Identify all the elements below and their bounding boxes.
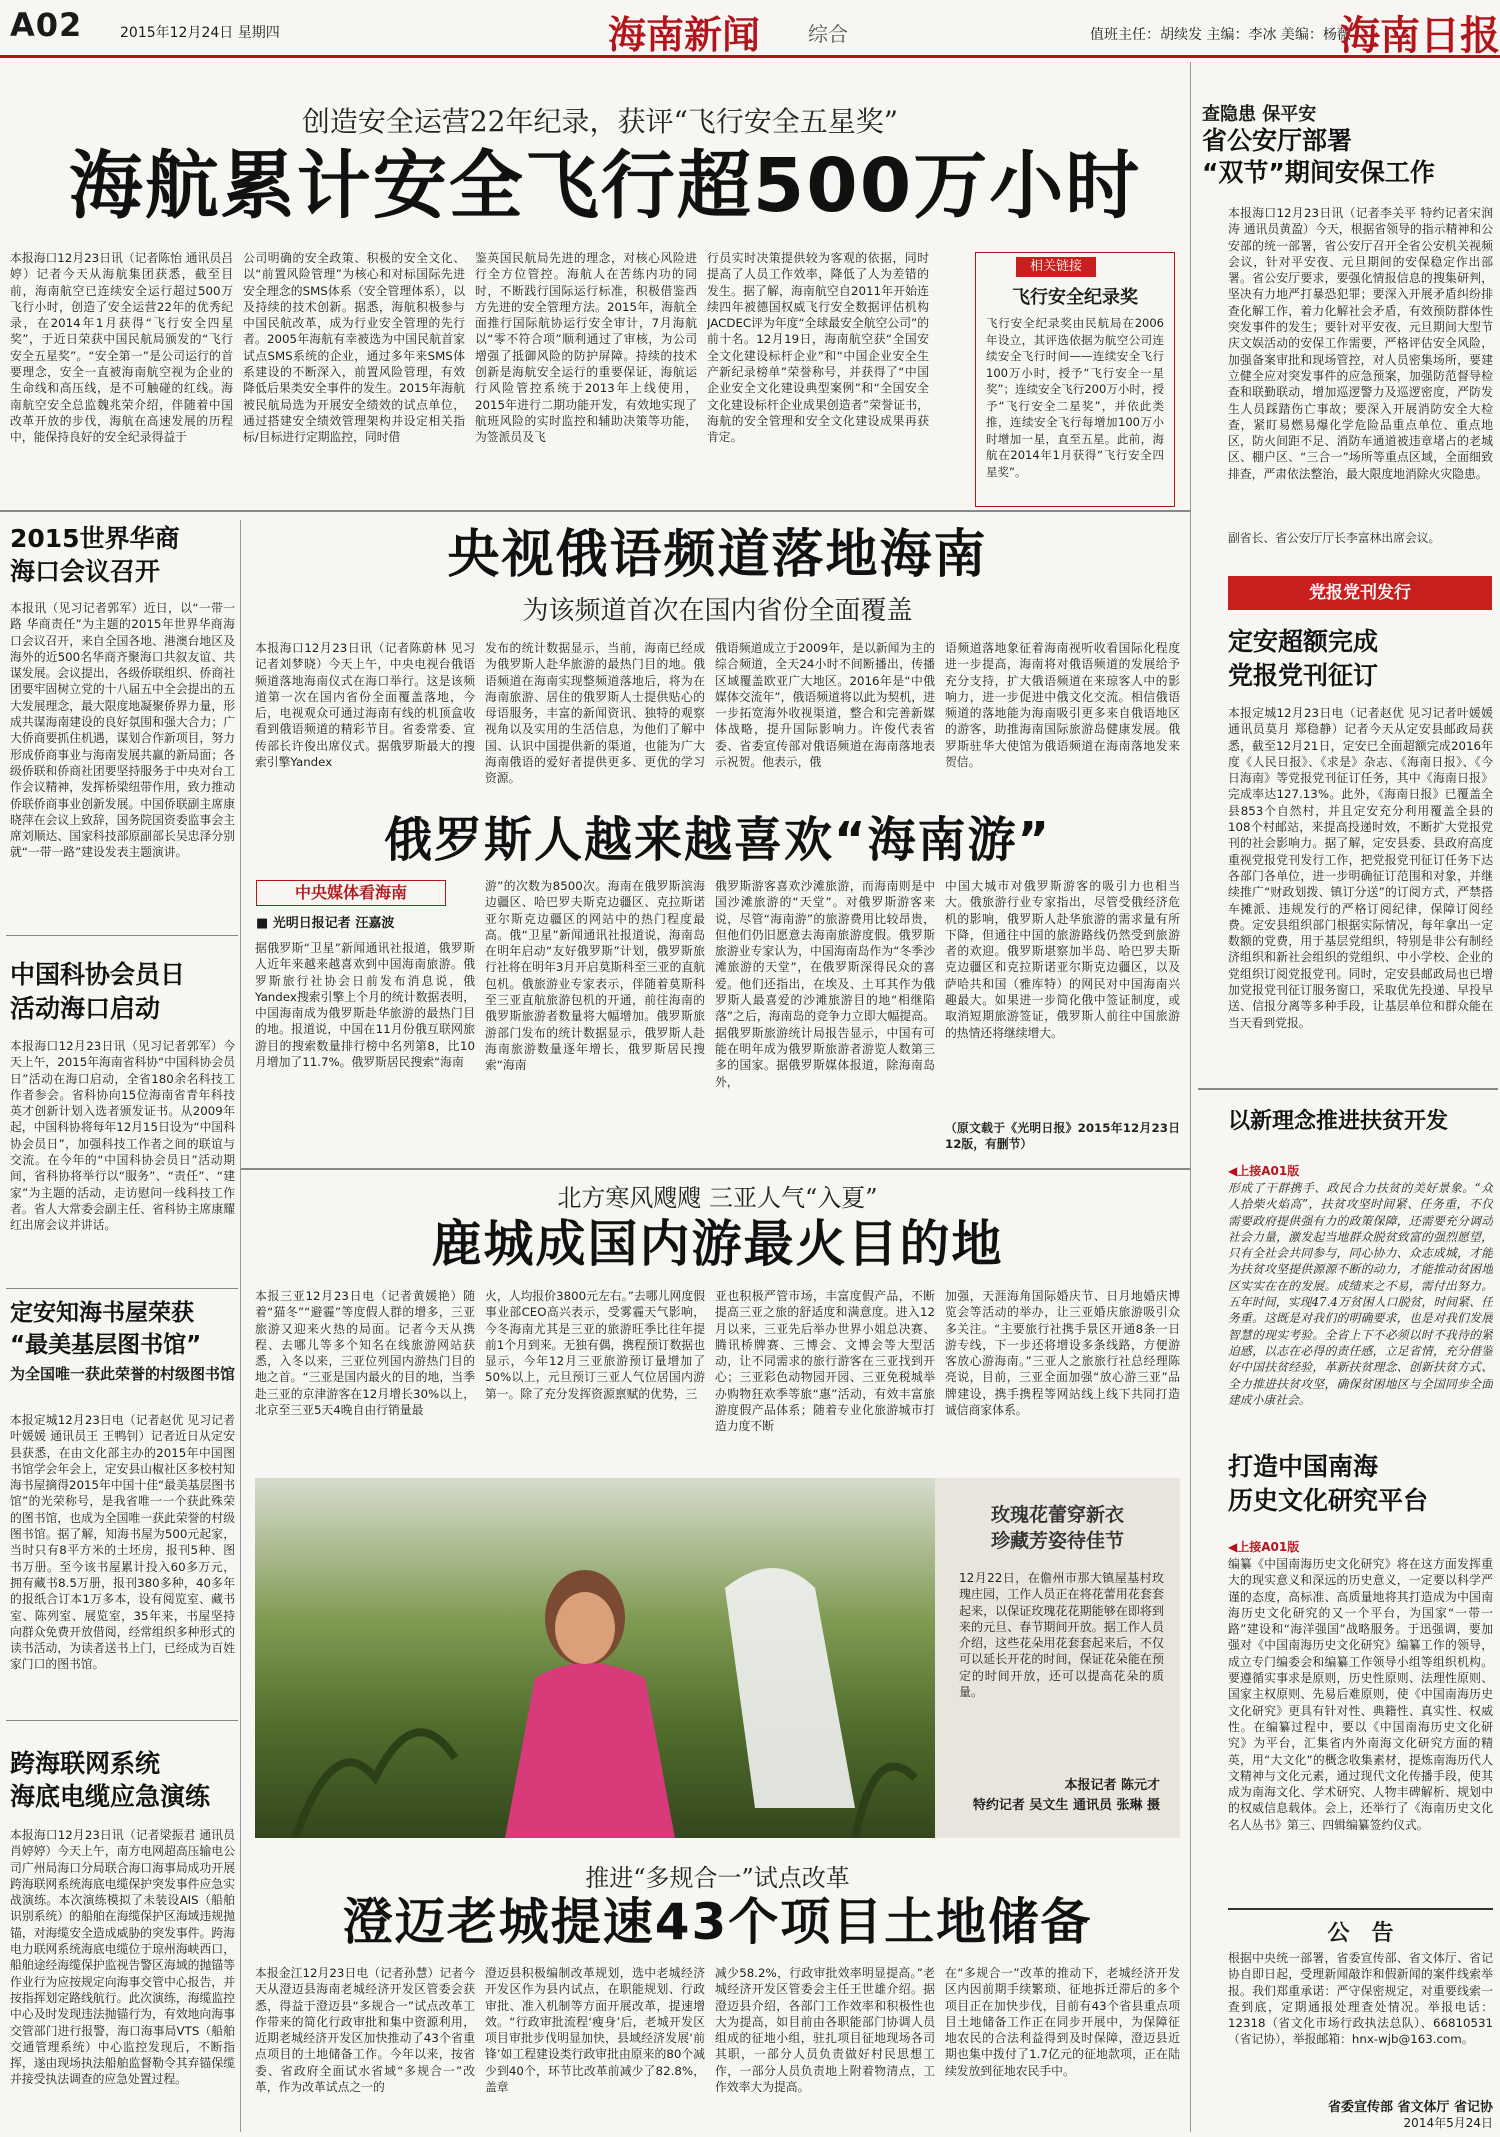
story1-col-3: 鉴英国民航局先进的理念，对核心风险进行全方位管控。海航人在苦练内功的同时，不断践行国际运行标准，积极借鉴西方先进的安全管理方法。2015年，海航全面推行国际航协运行安全审计，7月海航以“零不符合项”顺利通过了审核，为公司增强了抵御风险的防护屏障。持续的技术创新是海航安全运行的重要保证，海航运行风险管控系统于2013年上线使用，2015年进行二期功能开发，有效地实现了航班风险的实时监控和辅助决策等功能，为签派员及飞: [475, 251, 697, 445]
divider-left-3: [6, 1720, 238, 1721]
page-header: [0, 0, 1500, 58]
nanhai-text: 编纂《中国南海历史文化研究》将在这方面发挥重大的现实意义和深远的历史意义，一定要以科学严谨的态度，高标准、高质量地将其打造成为中国南海历史文化研究的又一个平台，为国家“一带一路”建设和“海洋强国”战略服务。于迅强调，要加强对《中国南海历史文化研究》编纂工作的领导，成立专门编委会和编纂工作领导小组等组织机构。要遵循实事求是原则，历史性原则、法理性原则、国家主权原则、先易后难原则，使《中国南海历史文化研究》更具有针对性、典籍性、真实性、权威性。在编纂过程中，要以《中国南海历史文化研究》为平台，汇集省内外南海文化研究方面的精英，用“大文化”的概念收集素材，提炼南海历代人文精神与文化元素，通过现代文化传播手段，使其成为南海文化、学术研究、人物丰碑解析、规划中的权威信息载体。会上，还举行了《海南历史文化名人丛书》第三、四辑编纂签约仪式。: [1228, 1557, 1493, 1832]
story3-source: （原文载于《光明日报》2015年12月23日12版，有删节）: [945, 1121, 1180, 1152]
story4-col-1: 本报三亚12月23日电（记者黄媛艳）随着“猫冬”“避霾”等度假人群的增多，三亚旅游又迎来火热的局面。记者今天从携程、去哪儿等多个知名在线旅游网站获悉，入冬以来，三亚位列国内游热门目的地之首。“三亚是国内最火的目的地，当季赴三亚的京津游客在12月增长30%以上，北京至三亚5天4晚自由行销量最: [255, 1289, 475, 1418]
story3-byline: ■ 光明日报记者 汪嘉波: [256, 916, 395, 931]
story5-headline: 澄迈老城提速43个项目土地储备: [342, 1893, 1093, 1951]
cable-text: 本报海口12月23日讯（记者梁振君 通讯员肖婷婷）今天上午，南方电网超高压输电公司广州局海口分局联合海口海事局成功开展跨海联网系统海底电缆保护突发事件应急实战演练。本次演练模拟了未装设AIS（船舶识别系统）的船舶在海缆保护区海域违规抛锚，对海缆安全造成威胁的突发事件。跨海电力联网系统海底电缆位于琼州海峡西口，船舶途经海缆保护监视告警区海域的抛锚等作业行为应按规定向海事交管中心报告，并按指挥划定路线航行。此次演练，海缆监控中心及时发现违法抛锚行为，有效地向海事交管部门进行报警，海口海事局VTS（船舶交通管理系统）中心监控发现后，不断指挥，遂由现场执法船舶监督勒令其弃锚保缆并接受执法调查的应急处置过程。: [10, 1828, 235, 2087]
security-kicker: 查隐患 保平安: [1202, 104, 1317, 125]
editor-credits: 值班主任：胡续发 主编：李冰 美编：杨薇: [1090, 27, 1351, 43]
story1-col-1: 本报海口12月23日讯（记者陈怡 通讯员吕婷）记者今天从海航集团获悉，截至目前，海南航空已连续安全运行超过500万飞行小时，创造了安全运营22年的优秀纪录，在2014年1月获得“飞行安全四星奖”，于近日荣获中国民航局颁发的“飞行安全五星奖”。“安全第一”是公司运行的首要理念，安全一直被海南航空视为企业的生命线和高压线，是不可触碰的红线。海南航空安全总监魏兆荣介绍，伴随着中国改革开放的步伐，海航在高速发展的历程中，能保持良好的安全纪录得益于: [10, 251, 233, 445]
security-text-tail: 副省长、省公安厅厅长李富林出席会议。: [1228, 531, 1441, 545]
column-divider-right: [1190, 62, 1191, 2132]
nanhai-title-line1: 打造中国南海: [1228, 1452, 1379, 1481]
divider-right-1: [1198, 1088, 1498, 1090]
notice-box: [1228, 1908, 1493, 2133]
rose-photo-illustration: [255, 1478, 935, 1838]
dingan-press-title-line1: 定安超额完成: [1228, 627, 1379, 656]
story5-col-2: 澄迈县积极编制改革规划，选中老城经济开发区作为县内试点，在职能规划、行政审批、准入机制等方面开展改革，提速增效。“行政审批流程‘瘦身’后，老城开发区项目审批步伐明显加快，县域经济发展‘前锋’如工程建设类行政审批由原来的80个减少到40个，环节比改革前减少了82.8%，盖章: [485, 1966, 705, 2095]
related-link-text: 飞行安全纪录奖由民航局在2006年设立，其评选依据为航空公司连续安全飞行时间——连续安全飞行100万小时，授予“飞行安全一星奖”；连续安全飞行200万小时，授予“飞行安全二星奖”，并依此类推，连续安全飞行每增加100万小时增加一星，直至五星。此前，海航在2014年1月获得“飞行安全四星奖”。: [986, 316, 1164, 479]
security-text: 本报海口12月23日讯（记者李关平 特约记者宋润涛 通讯员黄盈）今天，根据省领导的指示精神和公安部的统一部署，省公安厅召开全省公安机关视频会议，针对平安夜、元旦期间的安保稳定作出部署。省公安厅要求，要强化情报信息的搜集研判，坚决有力地严打暴恐犯罪；要深入开展矛盾纠纷排查化解工作，着力化解社会矛盾，有效预防群体性突发事件的发生；要针对平安夜、元旦期间大型节庆文娱活动的安保工作需要，严格评估安全风险，加强备案审批和现场管控，对人员密集场所，要建立健全应对突发事件的应急预案，加强防范督导检查和联勤联动，增加巡逻警力及巡逻密度，严防发生人员踩踏伤亡事故；要深入开展消防安全大检查，紧盯易燃易爆化学危险品重点单位、重点地区，防火间距不足、消防车通道被违章堵占的老城区、棚户区、“三合一”场所等重点区域，全面细致排查，严肃依法整治，最大限度地消除火灾隐患。: [1228, 206, 1493, 481]
security-title-line2: “双节”期间安保工作: [1202, 158, 1435, 187]
security-title-line1: 省公安厅部署: [1202, 126, 1353, 155]
story2-col-1: 本报海口12月23日讯（记者陈蔚林 见习记者刘梦晓）今天上午，中央电视台俄语频道落地海南仪式在海口举行。这是该频道第一次在国内省份全面覆盖落地，今后，电视观众可通过海南有线的机顶盒收看到俄语频道的精彩节目。省委常委、宣传部长许俊出席仪式。据俄罗斯最大的搜索引擎Yandex: [255, 641, 475, 770]
story3-col-4: 中国大城市对俄罗斯游客的吸引力也相当大。俄旅游行业专家指出，尽管受俄经济危机的影响，俄罗斯人赴华旅游的需求量有所下降，但通往中国的旅游路线仍然受到旅游者的欢迎。俄罗斯堪察加半岛、哈巴罗夫斯克边疆区和克拉斯诺亚尔斯克边疆区，以及萨哈共和国（雅库特）的网民对中国海南兴趣最大。如果进一步简化俄中签证制度，或取消短期旅游签证，俄罗斯人前往中国旅游的热情还将继续增大。: [945, 879, 1180, 1040]
nanhai-jump-tag: ◀上接A01版: [1228, 1540, 1300, 1554]
kexie-text: 本报海口12月23日讯（见习记者郭军）今天上午，2015年海南省科协“中国科协会员日”活动在海口启动，全省180余名科技工作者参会。省科协向15位海南省青年科技英才创新计划入选者颁发证书。从2009年起，中国科协将每年12月15日设为“中国科协会员日”，加强科技工作者之间的联谊与交流。在今年的“中国科协会员日”活动期间，省科协将举行以“服务”、“责任”、“建家”为主题的活动，走访慰问一线科技工作者。省人大常委会副主任、省科协主席康耀红出席会议并讲话。: [10, 1039, 235, 1233]
story3-col-1: 据俄罗斯“卫星”新闻通讯社报道，俄罗斯人近年来越来越喜欢到中国海南旅游。俄罗斯旅行社协会日前发布消息说，俄Yandex搜索引擎上个月的统计数据表明，中国海南成为俄罗斯赴华旅游的最热门目的地。报道说，中国在11月份俄互联网旅游目的搜索数量排行榜中名列第8，比10月增加了11.7%。俄罗斯居民搜索“海南: [255, 941, 475, 1070]
story3-col-2: 游”的次数为8500次。海南在俄罗斯滨海边疆区、哈巴罗夫斯克边疆区、克拉斯诺亚尔斯克边疆区的网站中的热门程度最高。俄“卫星”新闻通讯社报道说，海南岛在明年启动“友好俄罗斯”计划，俄罗斯旅行社将在明年3月开启莫斯科至三亚的直航包机。俄旅游业专家表示，伴随着莫斯科至三亚直航旅游包机的开通，前往海南的俄罗斯旅游者数量将大幅增加。俄罗斯旅游部门发布的统计数据显示，俄罗斯人赴海南旅游数量逐年增长，俄罗斯居民搜索“海南: [485, 879, 705, 1073]
story1-col-4: 行员实时决策提供较为客观的依据，同时提高了人员工作效率，降低了人为差错的发生。据了解，海南航空自2011年开始连续四年被德国权威飞行安全数据评估机构JACDEC评为年度“全球最安全航空公司”的前十名。12月19日，海南航空获“全国安全文化建设标杆企业”和“中国企业安全生产新纪录榜单”荣誉称号，并获得了“中国企业安全文化建设典型案例”和“全国安全文化建设标杆企业成果创造者”荣誉证书，海航的安全管理和安全文化建设成果再获肯定。: [707, 251, 929, 445]
library-subtitle: 为全国唯一获此荣誉的村级图书馆: [10, 1365, 235, 1383]
story5-col-3: 减少58.2%，行政审批效率明显提高。”老城经济开发区管委会主任王世雄介绍。据澄迈县介绍，各部门工作效率和积极性也大为提高，如目前由各职能部门协调人员组成的征地小组，驻扎项目征地现场各司其职，一部分人员负责做好村民思想工作，一部分人员负责地上附着物清点，工作效率大为提高。: [715, 1966, 935, 2095]
section-title: 海南新闻: [608, 13, 761, 57]
notice-date: 2014年5月24日: [1403, 2116, 1493, 2130]
kexie-title-line2: 活动海口启动: [10, 994, 161, 1023]
story2-col-4: 语频道落地象征着海南视听收看国际化程度进一步提高，海南将对俄语频道的发展给予充分支持，扩大俄语频道在来琼客人中的影响力，进一步促进中俄文化交流。相信俄语频道的落地能为海南吸引更多来自俄语地区的游客，助推海南国际旅游岛健康发展。俄罗斯驻华大使馆为俄语频道在海南落地发来贺信。: [945, 641, 1180, 770]
story3-column-tag: 中央媒体看海南: [256, 880, 446, 906]
photo-caption-box: [935, 1478, 1180, 1838]
newspaper-logo: 海南日报: [1340, 12, 1500, 58]
library-title-line1: 定安知海书屋荣获: [10, 1300, 194, 1326]
related-link-tag: 相关链接: [1016, 257, 1096, 277]
huashang-text: 本报讯（见习记者郭军）近日，以“一带一路 华商责任”为主题的2015年世界华商海口会议召开，来自全国各地、港澳台地区及海外的近500名华商齐聚海口共叙友谊、共谋发展。会议提出，各级侨联组织、侨商社团要牢固树立党的十八届五中全会提出的五大发展理念，最大限度地凝聚侨界力量，形成共谋海南建设的良好氛围和强大合力；广大侨商要抓住机遇，谋划合作新项目，努力形成侨商事业与海南发展共赢的新局面；各级侨联和侨商社团要坚持服务于中央对台工作会议精神，发挥桥梁纽带作用，致力推动侨联侨商事业创新发展。中国侨联副主席康晓萍在会议上致辞，国务院国资委监事会主席刘顺达、国家科技部原副部长吴忠泽分别就“一带一路”建设发表主题演讲。: [10, 601, 235, 860]
story2-headline: 央视俄语频道落地海南: [447, 525, 988, 585]
divider-story1: [0, 510, 1190, 512]
issue-date: 2015年12月24日 星期四: [120, 25, 280, 41]
notice-title: 公 告: [1327, 1921, 1394, 1946]
story3-col-3: 俄罗斯游客喜欢沙滩旅游，而海南则是中国沙滩旅游的“天堂”。对俄罗斯游客来说，尽管“海南游”的旅游费用比较昂贵，但他们仍旧愿意去海南旅游度假。俄罗斯旅游业专家认为，中国海南岛作为“冬季沙滩旅游的天堂”，在俄罗斯深得民众的喜爱。他们还指出，在埃及、土耳其作为俄罗斯人最喜爱的沙滩旅游目的地“相继陷落”之后，海南岛的竞争力立即大幅提高。据俄罗斯旅游统计局报告显示，中国有可能在明年成为俄罗斯旅游者游览人数第三多的国家。据俄罗斯媒体报道，除海南岛外，: [715, 879, 935, 1089]
related-link-title: 飞行安全纪录奖: [1012, 287, 1138, 308]
story4-headline: 鹿城成国内游最火目的地: [431, 1215, 1004, 1273]
story2-subtitle: 为该频道首次在国内省份全面覆盖: [522, 596, 913, 626]
story4-subtitle: 北方寒风飕飕 三亚人气“入夏”: [557, 1184, 878, 1212]
library-text: 本报定城12月23日电（记者赵优 见习记者叶媛媛 通讯员王 王鸭钊）记者近日从定安县获悉，在由文化部主办的2015年中国图书馆学会年会上，定安县山椒社区多校村知海书屋摘得2015年中国十佳“最美基层图书馆”的光荣称号，是我省唯一一个获此殊荣的图书馆，也成为全国唯一获此荣誉的村级图书馆。据了解，知海书屋为500元起家，当时只有8平方米的土坯房，报刊5种、图书万册。至今该书屋累计投入60多万元，拥有藏书8.5万册，报刊380多种，40多年的报纸合订本1万多本，设有阅览室、藏书室、陈列室、展览室，35年来，书屋坚持向群众免费开放借阅，经常组织多种形式的读书活动，为读者送书上门，已经成为百姓家门口的图书馆。: [10, 1413, 235, 1672]
library-title-line2: “最美基层图书馆”: [10, 1332, 202, 1358]
caption-title-line2: 珍藏芳姿待佳节: [990, 1530, 1124, 1552]
cable-title-line2: 海底电缆应急演练: [10, 1782, 211, 1811]
divider-story3: [241, 1168, 1190, 1170]
rose-photo: [255, 1478, 935, 1838]
caption-title-line1: 玫瑰花蕾穿新衣: [990, 1504, 1124, 1526]
story1-subtitle: 创造安全运营22年纪录，获评“飞行安全五星奖”: [301, 105, 899, 138]
poverty-title: 以新理念推进扶贫开发: [1228, 1109, 1449, 1134]
story1-col-2: 公司明确的安全政策、积极的安全文化、以“前置风险管理”为核心和对标国际先进安全理念的SMS体系（安全管理体系），以及持续的技术创新。据悉，海航积极参与中国民航改革，成为行业安全管理的先行者。2005年海航有幸被选为中国民航首家试点SMS系统的企业，通过多年来SMS体系建设的不断深入，前置风险管理，有效降低后果类安全事件的发生。2015年海航被民航局选为开展安全绩效的试点单位，通过搭建安全绩效管理架构并设定相关指标/目标进行定期监控，同时借: [243, 251, 465, 445]
page-number: A02: [10, 6, 83, 44]
story5-subtitle: 推进“多规合一”试点改革: [585, 1864, 850, 1892]
story2-col-2: 发布的统计数据显示，当前，海南已经成为俄罗斯人赴华旅游的最热门目的地。俄语频道在海南实现整频道落地后，将为在海南旅游、居住的俄罗斯人士提供贴心的母语服务，丰富的新闻资讯、独特的观察视角以及实用的生活信息，为他们了解中国、认识中国提供新的渠道，也能为广大海南俄语的爱好者提供更多、更优的学习资源。: [485, 641, 705, 786]
story5-col-4: 在“多规合一”改革的推动下，老城经济开发区内因前期手续繁琐、征地拆迁滞后的多个项目正在加快步伐，目前有43个省县重点项目土地储备工作正在同步开展中，为保障征地农民的合法利益得到及时保障，澄迈县近期也集中拨付了1.7亿元的征地款项，正在陆续发放到征地农民手中。: [945, 1966, 1180, 2078]
story4-col-3: 亚也积极严管市场，丰富度假产品，不断提高三亚之旅的舒适度和满意度。进入12月以来，三亚先后举办世界小姐总决赛、腾讯桥牌赛、三博会、文博会等大型活动，让不同需求的旅行游客在三亚找到开心；三亚彩色动物园开园、三亚免税城举办购物狂欢季等旅“惠”活动，有效丰富旅游度假产品体系；随着专业化旅游城市打造力度不断: [715, 1289, 935, 1434]
story3-headline: 俄罗斯人越来越喜欢“海南游”: [383, 812, 1052, 868]
photo-credit-2: 特约记者 吴文生 通讯员 张琳 摄: [972, 1798, 1160, 1813]
cable-title-line1: 跨海联网系统: [10, 1749, 161, 1778]
column-divider-left: [240, 520, 241, 2132]
huashang-title-line1: 2015世界华商: [10, 524, 180, 553]
story4-col-4: 加强，天涯海角国际婚庆节、日月地婚庆博览会等活动的举办，让三亚婚庆旅游吸引众多关注。“主要旅行社携手景区开通8条一日游专线，下一步还将增设多条线路，方便游客放心游海南。”三亚人之旅旅行社总经理陈亮说，目前，三亚全面加强“放心游三亚”品牌建设，携手携程等网站线上线下共同打造诚信商家体系。: [945, 1289, 1180, 1418]
story4-col-2: 火，人均报价3800元左右。”去哪儿网度假事业部CEO高兴表示，受雾霾天气影响，今冬海南尤其是三亚的旅游旺季比往年提前1个月到来。无独有偶，携程预订数据也显示，今年12月三亚旅游预订量增加了50%以上，元旦预订三亚人气位居国内游第一。除了充分发挥资源禀赋的优势，三: [485, 1289, 705, 1401]
section-subtitle: 综合: [808, 22, 848, 46]
poverty-jump-tag: ◀上接A01版: [1228, 1164, 1300, 1178]
story5-col-1: 本报金江12月23日电（记者孙慧）记者今天从澄迈县海南老城经济开发区管委会获悉，得益于澄迈县“多规合一”试点改革工作带来的简化行政审批和集中资源利用，近期老城经济开发区加快推动了43个省重点项目的土地储备工作。今年以来，按省委、省政府全面试水省域“多规合一”改革，作为改革试点之一的: [255, 1966, 475, 2095]
photo-credit-1: 本报记者 陈元才: [1064, 1778, 1160, 1793]
party-press-banner: 党报党刊发行: [1228, 576, 1492, 610]
divider-left-2: [6, 1288, 238, 1289]
caption-text: 12月22日，在儋州市那大镇屋基村玫瑰庄园，工作人员正在将花蕾用花套套起来，以保证玫瑰花花期能够在即将到来的元旦、春节期间开放。据工作人员介绍，这些花朵用花套套起来后，不仅可以延长开花的时间，保证花朵能在预定的时间开放，还可以提高花朵的质量。: [959, 1571, 1164, 1700]
story2-col-3: 俄语频道成立于2009年，是以新闻为主的综合频道，全天24小时不间断播出，传播区域覆盖欧亚广大地区。2016年是“中俄媒体交流年”，俄语频道将以此为契机，进一步拓宽海外收视渠道，整合和完善新媒体战略，提升国际影响力。许俊代表省委、省委宣传部对俄语频道在海南落地表示祝贺。他表示，俄: [715, 641, 935, 770]
divider-left-1: [6, 935, 238, 936]
poverty-text: 形成了干群携手、政民合力扶贫的美好景象。“众人拾柴火焰高”，扶贫攻坚时间紧、任务重，不仅需要政府提供强有力的政策保障，还需要充分调动社会力量，激发起当地群众脱贫致富的强烈愿望，只有全社会共同参与，同心协力、众志成城，才能为扶贫攻坚提供源源不断的动力，才能推动贫困地区实实在在的发展。成绩来之不易，需付出努力。五年时间，实现47.4万贫困人口脱贫，时间紧、任务重。这既是对我们的明确要求，也是对我们发展智慧的现实考验。全省上下不必须以时不我待的紧迫感，以志在必得的责任感，立足省情，充分借鉴好中国扶贫经验，革新扶贫理念、创新扶贫方式、全力推进扶贫攻坚，确保贫困地区与全国同步全面建成小康社会。: [1228, 1181, 1493, 1407]
kexie-title-line1: 中国科协会员日: [10, 960, 186, 989]
notice-text: 根据中央统一部署，省委宣传部、省文体厅、省记协自即日起，受理新闻敲诈和假新闻的案件线索举报。我们郑重承诺：严守保密规定，对重要线索一查到底，定期通报处理查处情况。举报电话：12318（省文化市场行政执法总队）、66810531（省记协），举报邮箱：hnx-wjb@163.com。: [1228, 1951, 1493, 2047]
story1-headline: 海航累计安全飞行超500万小时: [68, 143, 1142, 229]
notice-signature: 省委宣传部 省文体厅 省记协: [1327, 2100, 1493, 2115]
related-link-box: [975, 252, 1175, 507]
dingan-press-text: 本报定城12月23日电（记者赵优 见习记者叶媛媛 通讯员莫月 郑稳静）记者今天从定安县邮政局获悉，截至12月21日，定安已全面超额完成2016年度《人民日报》、《求是》杂志、《海南日报》、《今日海南》等党报党刊征订任务，其中《海南日报》完成率达127.13%。此外，《海南日报》已覆盖全县853个自然村，并且定安充分利用覆盖全县的108个村邮站，来提高投递时效，不断扩大党报党刊的社会影响力。据了解，定安县委、县政府高度重视党报党刊发行工作，把党报党刊征订任务下达各部门各单位，进一步明确征订范围和对象，并继续推广“财政划拨、镇订分送”的订阅方式，严禁搭车摊派、违规发行的严格订阅纪律，保障订阅经费。定安县组织部门根据实际情况，每年拿出一定数额的党费，用于基层党组织，特别是非公有制经济组织和新社会组织的党组织、中小学校、企业的党组织订阅党报党刊。同时，定安县邮政局也已增加党报党刊征订服务窗口，采取优先投递、早投早送、信报分离等多种手段，让基层单位和群众能在当天看到党报。: [1228, 706, 1493, 1030]
dingan-press-title-line2: 党报党刊征订: [1228, 661, 1379, 690]
nanhai-title-line2: 历史文化研究平台: [1228, 1486, 1429, 1515]
huashang-title-line2: 海口会议召开: [10, 557, 161, 586]
